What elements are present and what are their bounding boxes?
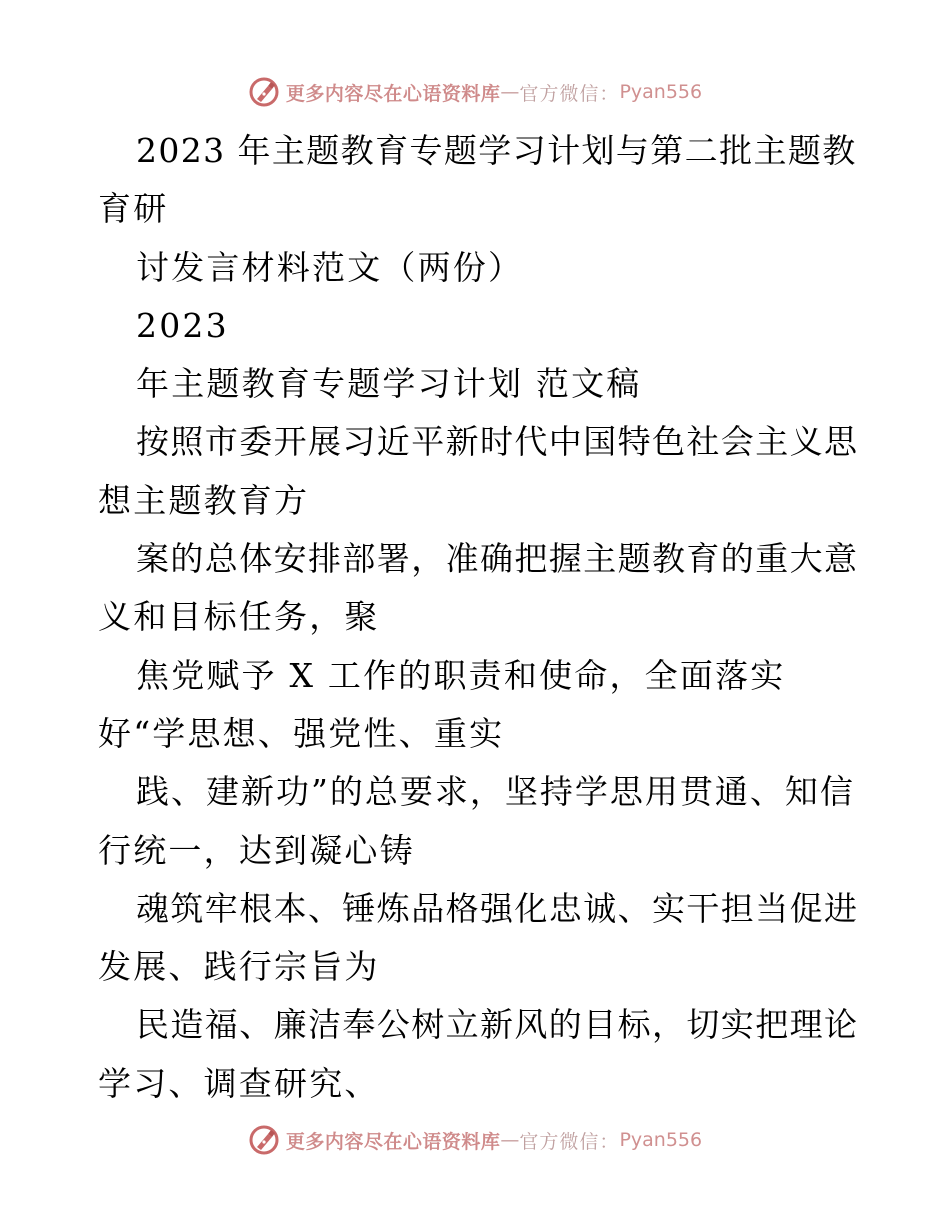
text-line: 践、建新功”的总要求，坚持学思用贯通、知信 — [136, 772, 855, 812]
watermark-separator: — — [500, 81, 520, 103]
text-line: 2023 — [136, 305, 229, 345]
pen-nib-logo-icon — [248, 76, 280, 108]
text-line: 讨发言材料范文（两份） — [136, 247, 524, 287]
footer-watermark — [0, 1120, 950, 1160]
text-line: 年主题教育专题学习计划 范文稿 — [136, 364, 642, 404]
text-line: 育研 — [98, 189, 169, 229]
watermark-wechat-id: Pyan556 — [619, 1129, 703, 1151]
pen-nib-logo-icon — [248, 1124, 280, 1156]
watermark-separator: — — [500, 1129, 520, 1151]
text-line: 2023 年主题教育专题学习计划与第二批主题教 — [136, 131, 857, 170]
text-line: 想主题教育方 — [98, 480, 310, 520]
watermark-label: 官方微信： — [519, 1130, 620, 1153]
text-line: 义和目标任务，聚 — [98, 597, 380, 637]
text-line: 好“学思想、强党性、重实 — [98, 713, 505, 753]
document-body — [98, 122, 858, 1113]
watermark-wechat-id: Pyan556 — [619, 81, 703, 103]
watermark-site-text: 更多内容尽在心语资料库 — [285, 1130, 501, 1153]
text-line: 学习、调查研究、 — [98, 1063, 380, 1103]
watermark-label: 官方微信： — [519, 82, 620, 105]
text-line: 案的总体安排部署，准确把握主题教育的重大意 — [136, 539, 859, 579]
text-line: 焦党赋予 X 工作的职责和使命，全面落实 — [136, 655, 786, 695]
text-line: 行统一，达到凝心铸 — [98, 830, 415, 870]
text-line: 魂筑牢根本、锤炼品格强化忠诚、实干担当促进 — [136, 888, 859, 928]
watermark-site-text: 更多内容尽在心语资料库 — [285, 82, 501, 105]
text-line: 按照市委开展习近平新时代中国特色社会主义思 — [136, 422, 859, 462]
text-line: 民造福、廉洁奉公树立新风的目标，切实把理论 — [136, 1005, 859, 1045]
text-line: 发展、践行宗旨为 — [98, 947, 380, 987]
header-watermark — [0, 72, 950, 112]
